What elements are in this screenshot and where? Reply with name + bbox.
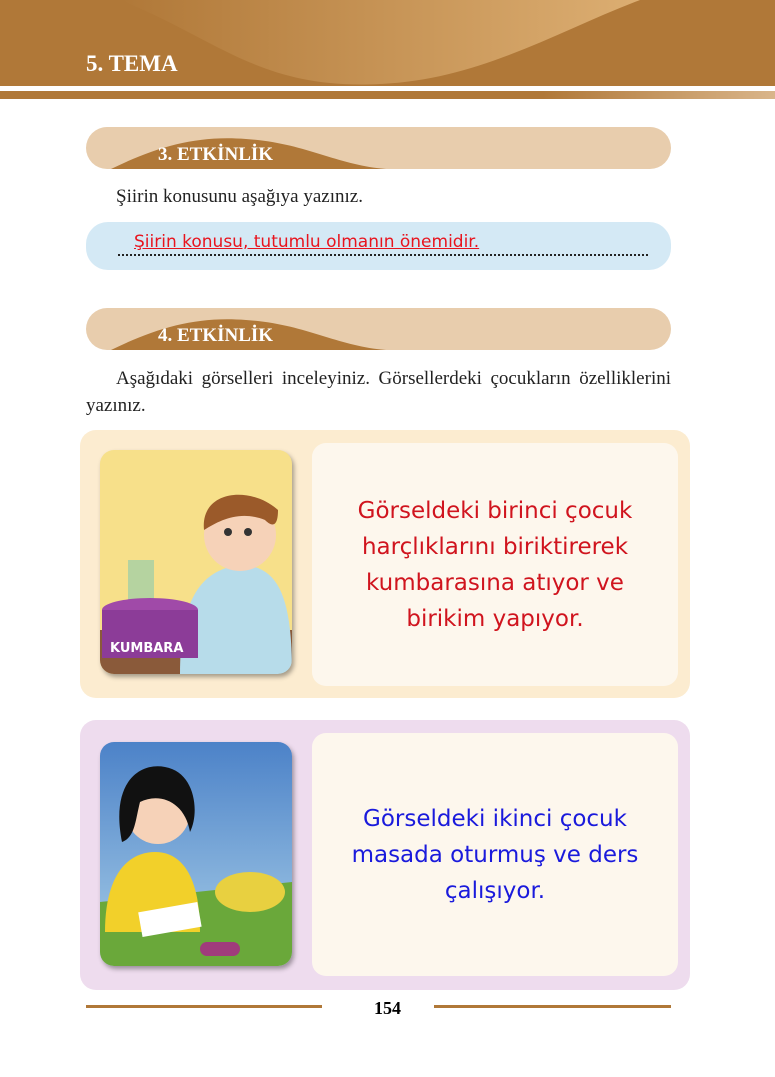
card-first-child-answer	[312, 443, 678, 686]
page-number: 154	[374, 998, 401, 1018]
activity-4-instruction: Aşağıdaki görselleri inceleyiniz. Görsellerdeki çocukların özelliklerini yazınız.	[86, 368, 671, 416]
first-child-answer-text: Görseldeki birinci çocuk harçlıklarını biriktirerek kumbarasına atıyor ve birikim yapıyor.	[357, 497, 633, 632]
girl-studying-illustration	[100, 742, 292, 966]
activity-3-banner	[86, 127, 671, 169]
activity-3-title: 3. ETKİNLİK	[158, 144, 274, 165]
card-second-child-answer	[312, 733, 678, 976]
activity-3-answer: Şiirin konusu, tutumlu olmanın önemidir.	[134, 232, 480, 252]
theme-title: 5. TEMA	[86, 51, 178, 76]
page-header	[0, 0, 775, 86]
header-divider	[0, 91, 775, 99]
activity-4-title: 4. ETKİNLİK	[158, 325, 274, 346]
boy-piggy-bank-illustration	[100, 450, 292, 674]
second-child-answer-text: Görseldeki ikinci çocuk masada oturmuş ve ders çalışıyor.	[351, 805, 639, 904]
card-first-child	[80, 430, 690, 698]
kumbara-label: KUMBARA	[110, 641, 184, 656]
card-second-child	[80, 720, 690, 990]
activity-4-banner	[86, 308, 671, 350]
activity-3-answer-field[interactable]	[86, 222, 671, 270]
activity-3-instruction: Şiirin konusunu aşağıya yazınız.	[116, 186, 363, 207]
